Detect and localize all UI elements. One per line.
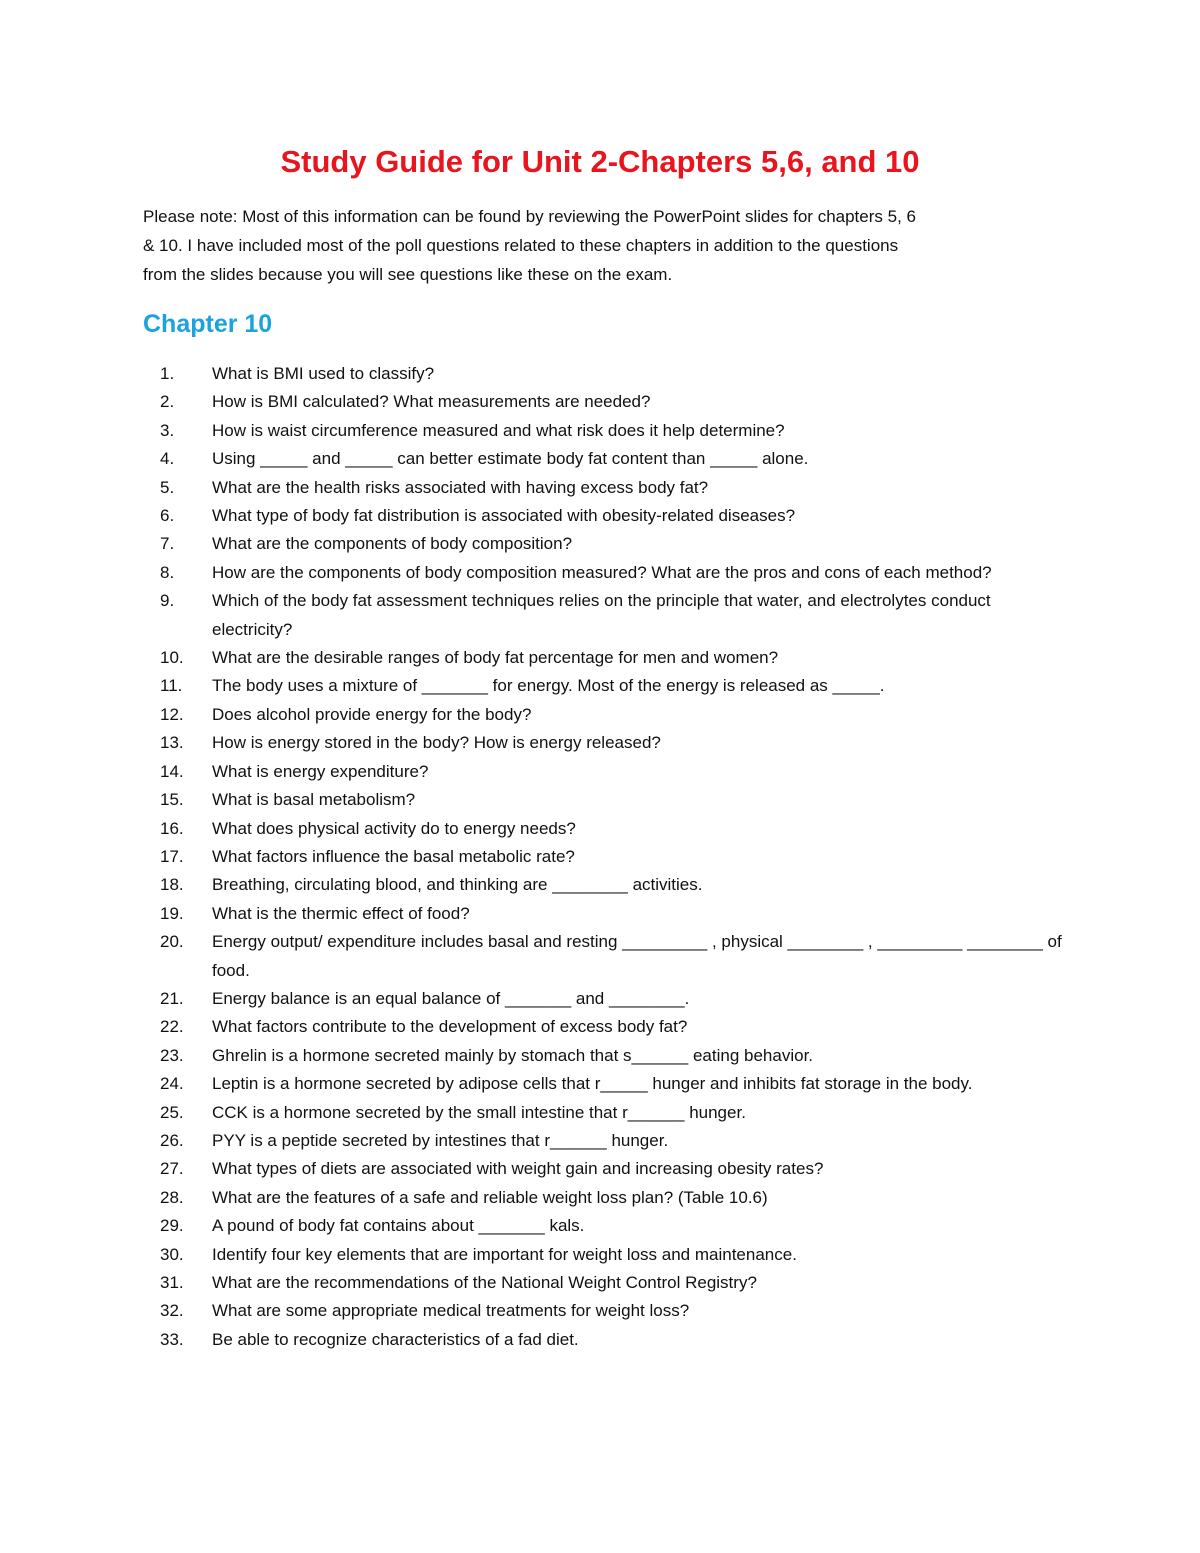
question-text: What types of diets are associated with weight gain and increasing obesity rates?	[212, 1159, 824, 1179]
question-number: 14.	[160, 761, 184, 781]
intro-line: from the slides because you will see questions like these on the exam.	[143, 265, 673, 284]
question-text: What is BMI used to classify?	[212, 364, 435, 383]
question-text: What does physical activity do to energy needs?	[212, 818, 576, 838]
question-number: 2.	[160, 392, 175, 412]
question-text: What are the health risks associated with having excess body fat?	[212, 477, 709, 497]
question-text: CCK is a hormone secreted by the small intestine that r______ hunger.	[212, 1102, 746, 1122]
question-text: Leptin is a hormone secreted by adipose cells that r_____ hunger and inhibits fat storage in the body.	[212, 1074, 973, 1094]
question-item	[160, 388, 1070, 416]
question-item	[160, 729, 1070, 757]
question-number: 21.	[160, 988, 184, 1008]
question-number: 4.	[160, 449, 175, 469]
question-text: How is energy stored in the body? How is energy released?	[212, 733, 661, 753]
question-text: How is BMI calculated? What measurements are needed?	[212, 392, 651, 412]
question-text: Which of the body fat assessment techniques relies on the principle that water, and electrolytes conduct electricity?	[212, 591, 991, 639]
question-item	[160, 1326, 1070, 1354]
question-text: PYY is a peptide secreted by intestines that r______ hunger.	[212, 1130, 669, 1150]
question-list	[160, 360, 1070, 1354]
question-number: 23.	[160, 1045, 184, 1065]
question-text: Using _____ and _____ can better estimate body fat content than _____ alone.	[212, 449, 809, 469]
question-item	[160, 1013, 1070, 1041]
question-item	[160, 1155, 1070, 1183]
question-item	[160, 900, 1070, 928]
question-item	[160, 530, 1070, 558]
question-number: 3.	[160, 420, 175, 440]
question-number: 31.	[160, 1273, 184, 1292]
question-item	[160, 672, 1070, 700]
question-item	[160, 1099, 1070, 1127]
question-number: 1.	[160, 364, 175, 383]
question-item	[160, 417, 1070, 445]
question-number: 6.	[160, 506, 175, 526]
chapter-heading: Chapter 10	[143, 310, 273, 338]
question-text: How is waist circumference measured and what risk does it help determine?	[212, 420, 785, 440]
question-number: 30.	[160, 1244, 184, 1264]
question-item	[160, 644, 1070, 672]
question-item	[160, 1042, 1070, 1070]
question-item	[160, 1127, 1070, 1155]
question-number: 22.	[160, 1017, 184, 1037]
question-text: Does alcohol provide energy for the body?	[212, 704, 532, 724]
question-item	[160, 928, 1070, 985]
question-text: What factors contribute to the development of excess body fat?	[212, 1017, 688, 1037]
question-text: Identify four key elements that are important for weight loss and maintenance.	[212, 1244, 797, 1264]
question-item	[160, 871, 1070, 899]
question-item	[160, 474, 1070, 502]
question-text: Breathing, circulating blood, and thinking are ________ activities.	[212, 875, 703, 895]
question-number: 8.	[160, 562, 175, 582]
question-item	[160, 843, 1070, 871]
question-text: What are some appropriate medical treatments for weight loss?	[212, 1301, 690, 1321]
question-text: What are the components of body composition?	[212, 534, 573, 554]
question-number: 20.	[160, 932, 184, 952]
question-number: 12.	[160, 704, 184, 724]
question-number: 18.	[160, 875, 184, 895]
question-item	[160, 1070, 1070, 1098]
question-text: What is the thermic effect of food?	[212, 903, 470, 923]
question-number: 32.	[160, 1301, 184, 1321]
question-item	[160, 786, 1070, 814]
question-item	[160, 758, 1070, 786]
question-number: 7.	[160, 534, 175, 554]
question-number: 13.	[160, 733, 184, 753]
question-number: 11.	[160, 676, 183, 696]
question-number: 27.	[160, 1159, 184, 1179]
question-number: 9.	[160, 591, 175, 611]
question-number: 33.	[160, 1329, 184, 1349]
question-number: 17.	[160, 846, 184, 866]
question-item	[160, 1184, 1070, 1212]
question-text: How are the components of body composition measured? What are the pros and cons of each method?	[212, 562, 992, 582]
question-text: What is basal metabolism?	[212, 790, 416, 810]
question-text: What type of body fat distribution is associated with obesity-related diseases?	[212, 506, 796, 526]
intro-line: Please note: Most of this information can be found by reviewing the PowerPoint slides for chapters 5, 6	[143, 207, 916, 226]
question-item	[160, 360, 1070, 388]
question-item	[160, 559, 1070, 587]
question-item	[160, 815, 1070, 843]
question-item	[160, 1297, 1070, 1325]
question-number: 16.	[160, 818, 184, 838]
question-item	[160, 1212, 1070, 1240]
question-item	[160, 701, 1070, 729]
question-text: What are the recommendations of the National Weight Control Registry?	[212, 1273, 757, 1292]
question-item	[160, 502, 1070, 530]
question-text: Be able to recognize characteristics of a fad diet.	[212, 1329, 579, 1349]
question-text: Energy balance is an equal balance of _______ and ________.	[212, 988, 690, 1008]
document-title: Study Guide for Unit 2-Chapters 5,6, and 10	[280, 144, 920, 179]
question-number: 25.	[160, 1102, 184, 1122]
question-number: 19.	[160, 903, 184, 923]
question-number: 28.	[160, 1187, 184, 1207]
question-text: What are the features of a safe and reliable weight loss plan? (Table 10.6)	[212, 1187, 768, 1207]
question-item	[160, 1269, 1070, 1297]
intro-line: & 10. I have included most of the poll questions related to these chapters in addition to the questions	[143, 236, 899, 255]
question-item	[160, 587, 1070, 644]
question-text: A pound of body fat contains about _______ kals.	[212, 1216, 585, 1236]
question-text: Ghrelin is a hormone secreted mainly by stomach that s______ eating behavior.	[212, 1045, 814, 1065]
question-item	[160, 985, 1070, 1013]
question-item	[160, 445, 1070, 473]
question-text: What is energy expenditure?	[212, 761, 429, 781]
intro-note	[143, 202, 1063, 289]
question-text: Energy output/ expenditure includes basal and resting _________ , physical ________ , _________ ________ of food.	[212, 932, 1062, 980]
question-number: 24.	[160, 1074, 184, 1094]
question-number: 10.	[160, 648, 184, 668]
question-number: 5.	[160, 477, 175, 497]
question-item	[160, 1241, 1070, 1269]
question-number: 15.	[160, 790, 184, 810]
question-text: The body uses a mixture of _______ for energy. Most of the energy is released as _____.	[212, 676, 885, 696]
question-number: 29.	[160, 1216, 184, 1236]
question-text: What are the desirable ranges of body fat percentage for men and women?	[212, 648, 779, 668]
question-number: 26.	[160, 1130, 184, 1150]
question-text: What factors influence the basal metabolic rate?	[212, 846, 575, 866]
